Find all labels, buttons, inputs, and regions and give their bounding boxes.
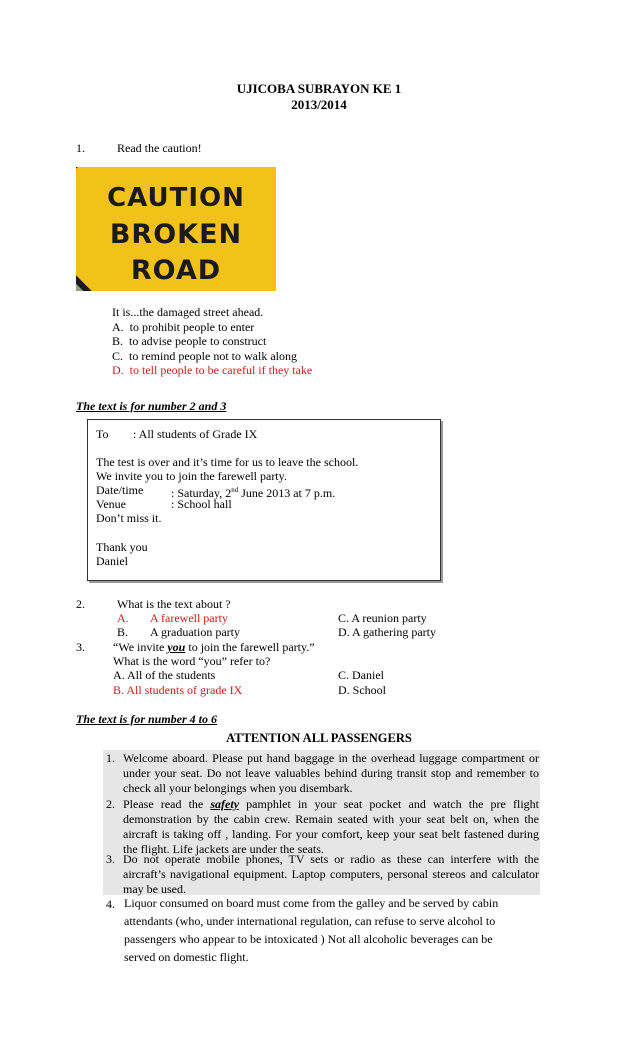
q3-number: 3. (76, 640, 85, 654)
q1-stem: It is...the damaged street ahead. (112, 305, 264, 319)
q3-quote: “We invite you to join the farewell party.” (113, 640, 315, 654)
q2-option-b-text: A graduation party (150, 625, 240, 639)
notice-item-1-text: Welcome aboard. Please put hand baggage in the overhead luggage compartment or under your seat. Do not leave valuables behind during transit stop and remember to check all your belongings when you disembark. (123, 751, 539, 795)
notice-item-3-text: Do not operate mobile phones, TV sets or radio as these can interfere with the aircraft’s navigational equipment. Laptop computers, personal stereos and calculator may be used. (123, 852, 539, 896)
notice-item-4-text: Liquor consumed on board must come from the galley and be served by cabin attendants (who, under international regulation, can refuse to serve alcohol to passengers who appear to be intoxicated ) Not all alcoholic beverages can be served on domestic flight. (124, 896, 499, 964)
q1-option-b: B. to advise people to construct (112, 334, 267, 348)
q3-option-d: D. School (338, 683, 386, 697)
q3-question: What is the word “you” refer to? (113, 654, 271, 668)
q3-option-b-answer: B. All students of grade IX (113, 683, 243, 697)
caution-sign-image (76, 167, 276, 291)
invite-date-value: : Saturday, 2nd June 2013 at 7 p.m. (171, 486, 336, 500)
document-title: UJICOBA SUBRAYON KE 1 (236, 81, 402, 96)
sign-line-broken: BROKEN (109, 219, 243, 250)
invite-closing: Don’t miss it. (96, 511, 162, 525)
notice-item-3-number: 3. (106, 852, 115, 866)
section-heading-2-3: The text is for number 2 and 3 (76, 399, 227, 413)
q3-option-a: A. All of the students (113, 668, 216, 682)
q2-option-c: C. A reunion party (338, 611, 427, 625)
q1-option-d-answer: D. to tell people to be careful if they take (112, 363, 313, 377)
invite-to-label: To (96, 427, 109, 441)
q3-option-c: C. Daniel (338, 668, 384, 682)
q1-instruction: Read the caution! (117, 141, 202, 155)
invite-to-value: : All students of Grade IX (133, 427, 258, 441)
invite-venue-label: Venue (96, 497, 126, 511)
q2-option-a-text: A farewell party (150, 611, 228, 625)
sign-line-road: ROAD (130, 255, 222, 286)
invite-venue-value: : School hall (171, 497, 232, 511)
invite-thanks: Thank you (96, 540, 148, 554)
q1-option-c: C. to remind people not to walk along (112, 349, 297, 363)
invitation-box (87, 419, 441, 581)
q2-number: 2. (76, 597, 85, 611)
q2-question: What is the text about ? (117, 597, 231, 611)
sign-line-caution: CAUTION (107, 183, 245, 213)
invite-signer: Daniel (96, 554, 128, 568)
section-heading-4-6: The text is for number 4 to 6 (76, 712, 218, 726)
q2-option-d: D. A gathering party (338, 625, 436, 639)
passenger-notice-title: ATTENTION ALL PASSENGERS (226, 731, 412, 745)
q2-option-b: B. (117, 625, 129, 639)
q1-number: 1. (76, 141, 85, 155)
invite-line-2: We invite you to join the farewell party. (96, 469, 287, 483)
document-year: 2013/2014 (291, 97, 347, 112)
notice-item-2-text: Please read the safety pamphlet in your seat pocket and watch the pre flight demonstration by the cabin crew. Remain seated with your seat belt on, when the aircraft is taking off , landing. For your comfort, keep your seat belt fastened during the flight. Life jackets are under the seats. (123, 797, 540, 856)
notice-item-2-number: 2. (106, 797, 115, 811)
notice-item-1-number: 1. (106, 751, 115, 765)
invite-line-1: The test is over and it’s time for us to leave the school. (96, 455, 359, 469)
q2-option-a-answer: A. (117, 611, 129, 625)
invite-date-label: Date/time (96, 483, 144, 497)
notice-item-4-number: 4. (106, 897, 115, 911)
q1-option-a: A. to prohibit people to enter (112, 320, 255, 334)
